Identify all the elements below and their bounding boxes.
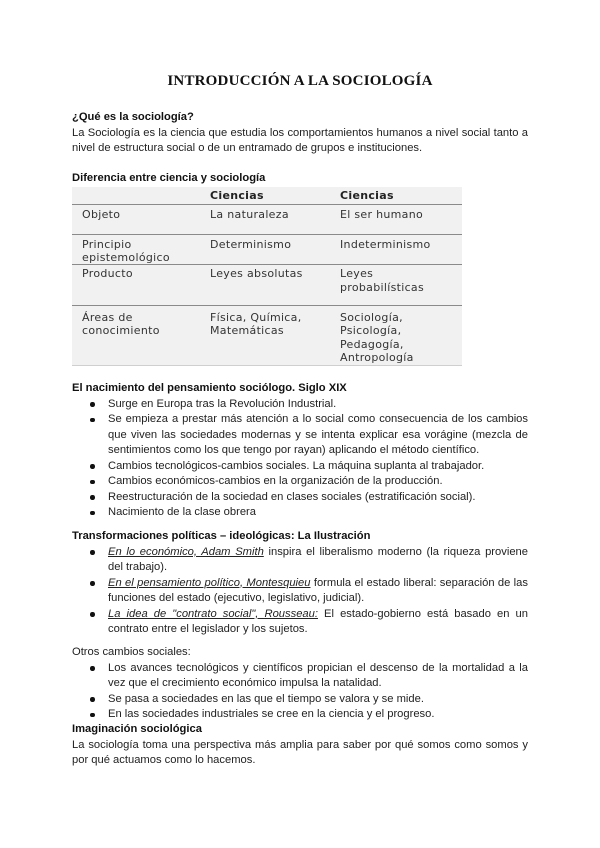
- emphasized-phrase: En el pensamiento político, Montesquieu: [108, 576, 311, 589]
- list-item-text: Reestructuración de la sociedad en clases sociales (estratificación social).: [108, 490, 476, 503]
- list-item: [72, 412, 528, 459]
- bullet-list: [72, 661, 528, 723]
- section-heading: Imaginación sociológica: [72, 723, 202, 735]
- page-title: INTRODUCCIÓN A LA SOCIOLOGÍA: [167, 73, 433, 89]
- table-header-row: [72, 187, 462, 205]
- bullet-icon: [90, 666, 95, 671]
- table-row: [72, 265, 462, 306]
- section-que-es: [72, 110, 528, 157]
- bullet-icon: [90, 495, 95, 500]
- bullet-icon: [90, 581, 95, 586]
- section-heading: El nacimiento del pensamiento sociólogo. Siglo XIX: [72, 382, 347, 394]
- table-cell: Determinismo: [210, 237, 292, 251]
- section-heading: Diferencia entre ciencia y sociología: [72, 172, 266, 184]
- list-item: [72, 490, 528, 506]
- bullet-icon: [90, 713, 95, 718]
- section-intro: Otros cambios sociales:: [72, 646, 191, 658]
- bullet-icon: [90, 402, 95, 407]
- table-header-cell: Ciencias: [340, 189, 394, 202]
- bullet-list: [72, 397, 528, 521]
- section-nacimiento: [72, 381, 528, 521]
- list-item: [72, 576, 528, 607]
- list-item-text: inspira el liberalismo moderno (la riqueza proviene del trabajo).: [108, 545, 528, 573]
- list-item-text: Surge en Europa tras la Revolución Industrial.: [108, 397, 337, 410]
- table-cell: Principio epistemológico: [82, 237, 170, 264]
- list-item-text: formula el estado liberal: separación de las funciones del estado (ejecutivo, legislativo, judicial).: [108, 576, 528, 604]
- table-row: [72, 205, 462, 235]
- bullet-icon: [90, 550, 95, 555]
- table-row: [72, 236, 462, 265]
- emphasized-phrase: En lo económico, Adam Smith: [108, 545, 264, 558]
- bullet-icon: [90, 612, 95, 617]
- list-item-text: En las sociedades industriales se cree en la ciencia y el progreso.: [108, 708, 435, 720]
- list-item: [72, 459, 528, 475]
- section-heading: ¿Qué es la sociología?: [72, 111, 194, 123]
- table-cell: Objeto: [82, 208, 121, 221]
- comparison-table: [72, 187, 462, 365]
- list-item: [72, 661, 528, 692]
- list-item-text: Se pasa a sociedades en las que el tiempo se valora y se mide.: [108, 692, 424, 705]
- list-item: [72, 397, 528, 413]
- section-diferencia: [72, 171, 528, 187]
- list-item-text: Cambios tecnológicos-cambios sociales. La máquina suplanta al trabajador.: [108, 459, 485, 472]
- section-paragraph: La Sociología es la ciencia que estudia los comportamientos humanos a nivel social tanto a nivel de estructura social o de un entramado de grupos e instituciones.: [72, 126, 528, 154]
- bullet-icon: [90, 418, 95, 423]
- bullet-list: [72, 545, 528, 638]
- table-cell: La naturaleza: [210, 208, 289, 221]
- list-item: [72, 692, 528, 708]
- list-item: [72, 607, 528, 638]
- list-item: [72, 505, 528, 521]
- table-cell: Leyes absolutas: [210, 267, 303, 280]
- list-item: [72, 707, 528, 723]
- table-cell: Física, Química, Matemáticas: [210, 310, 302, 337]
- list-item-text: El estado-gobierno está basado en un contrato entre el legislador y los sujetos.: [108, 607, 528, 635]
- table-cell: Producto: [82, 267, 133, 280]
- table-row: [72, 307, 462, 366]
- list-item: [72, 545, 528, 576]
- bullet-icon: [90, 480, 95, 485]
- table-header-cell: Ciencias: [210, 189, 264, 202]
- section-transformaciones: [72, 529, 528, 638]
- section-otros: [72, 645, 528, 723]
- section-imaginacion: [72, 722, 528, 769]
- list-item-text: Nacimiento de la clase obrera: [108, 506, 256, 518]
- list-item-text: Los avances tecnológicos y científicos propician el descenso de la mortalidad a la vez que el crecimiento económico impulsa la natalidad.: [108, 661, 528, 689]
- section-heading: Transformaciones políticas – ideológicas: La Ilustración: [72, 530, 371, 542]
- bullet-icon: [90, 697, 95, 702]
- table-cell: Sociología, Psicología, Pedagogía, Antropología: [340, 310, 414, 364]
- list-item-text: Se empieza a prestar más atención a lo social como consecuencia de los cambios que viven las sociedades modernas y se intenta explicar esa vorágine (mezcla de sentimientos como los que tengo por rayan) aplicando el método científico.: [108, 413, 528, 456]
- bullet-icon: [90, 464, 95, 469]
- emphasized-phrase: La idea de "contrato social", Rousseau:: [108, 607, 318, 620]
- section-paragraph: La sociología toma una perspectiva más amplia para saber por qué somos como somos y por qué actuamos como lo hacemos.: [72, 738, 528, 766]
- bullet-icon: [90, 511, 95, 516]
- table-cell: Indeterminismo: [340, 237, 431, 251]
- table-cell: El ser humano: [340, 208, 424, 221]
- table-cell: Áreas de conocimiento: [82, 310, 160, 337]
- table-cell: Leyes probabilísticas: [340, 267, 424, 294]
- list-item-text: Cambios económicos-cambios en la organización de la producción.: [108, 475, 443, 487]
- list-item: [72, 474, 528, 490]
